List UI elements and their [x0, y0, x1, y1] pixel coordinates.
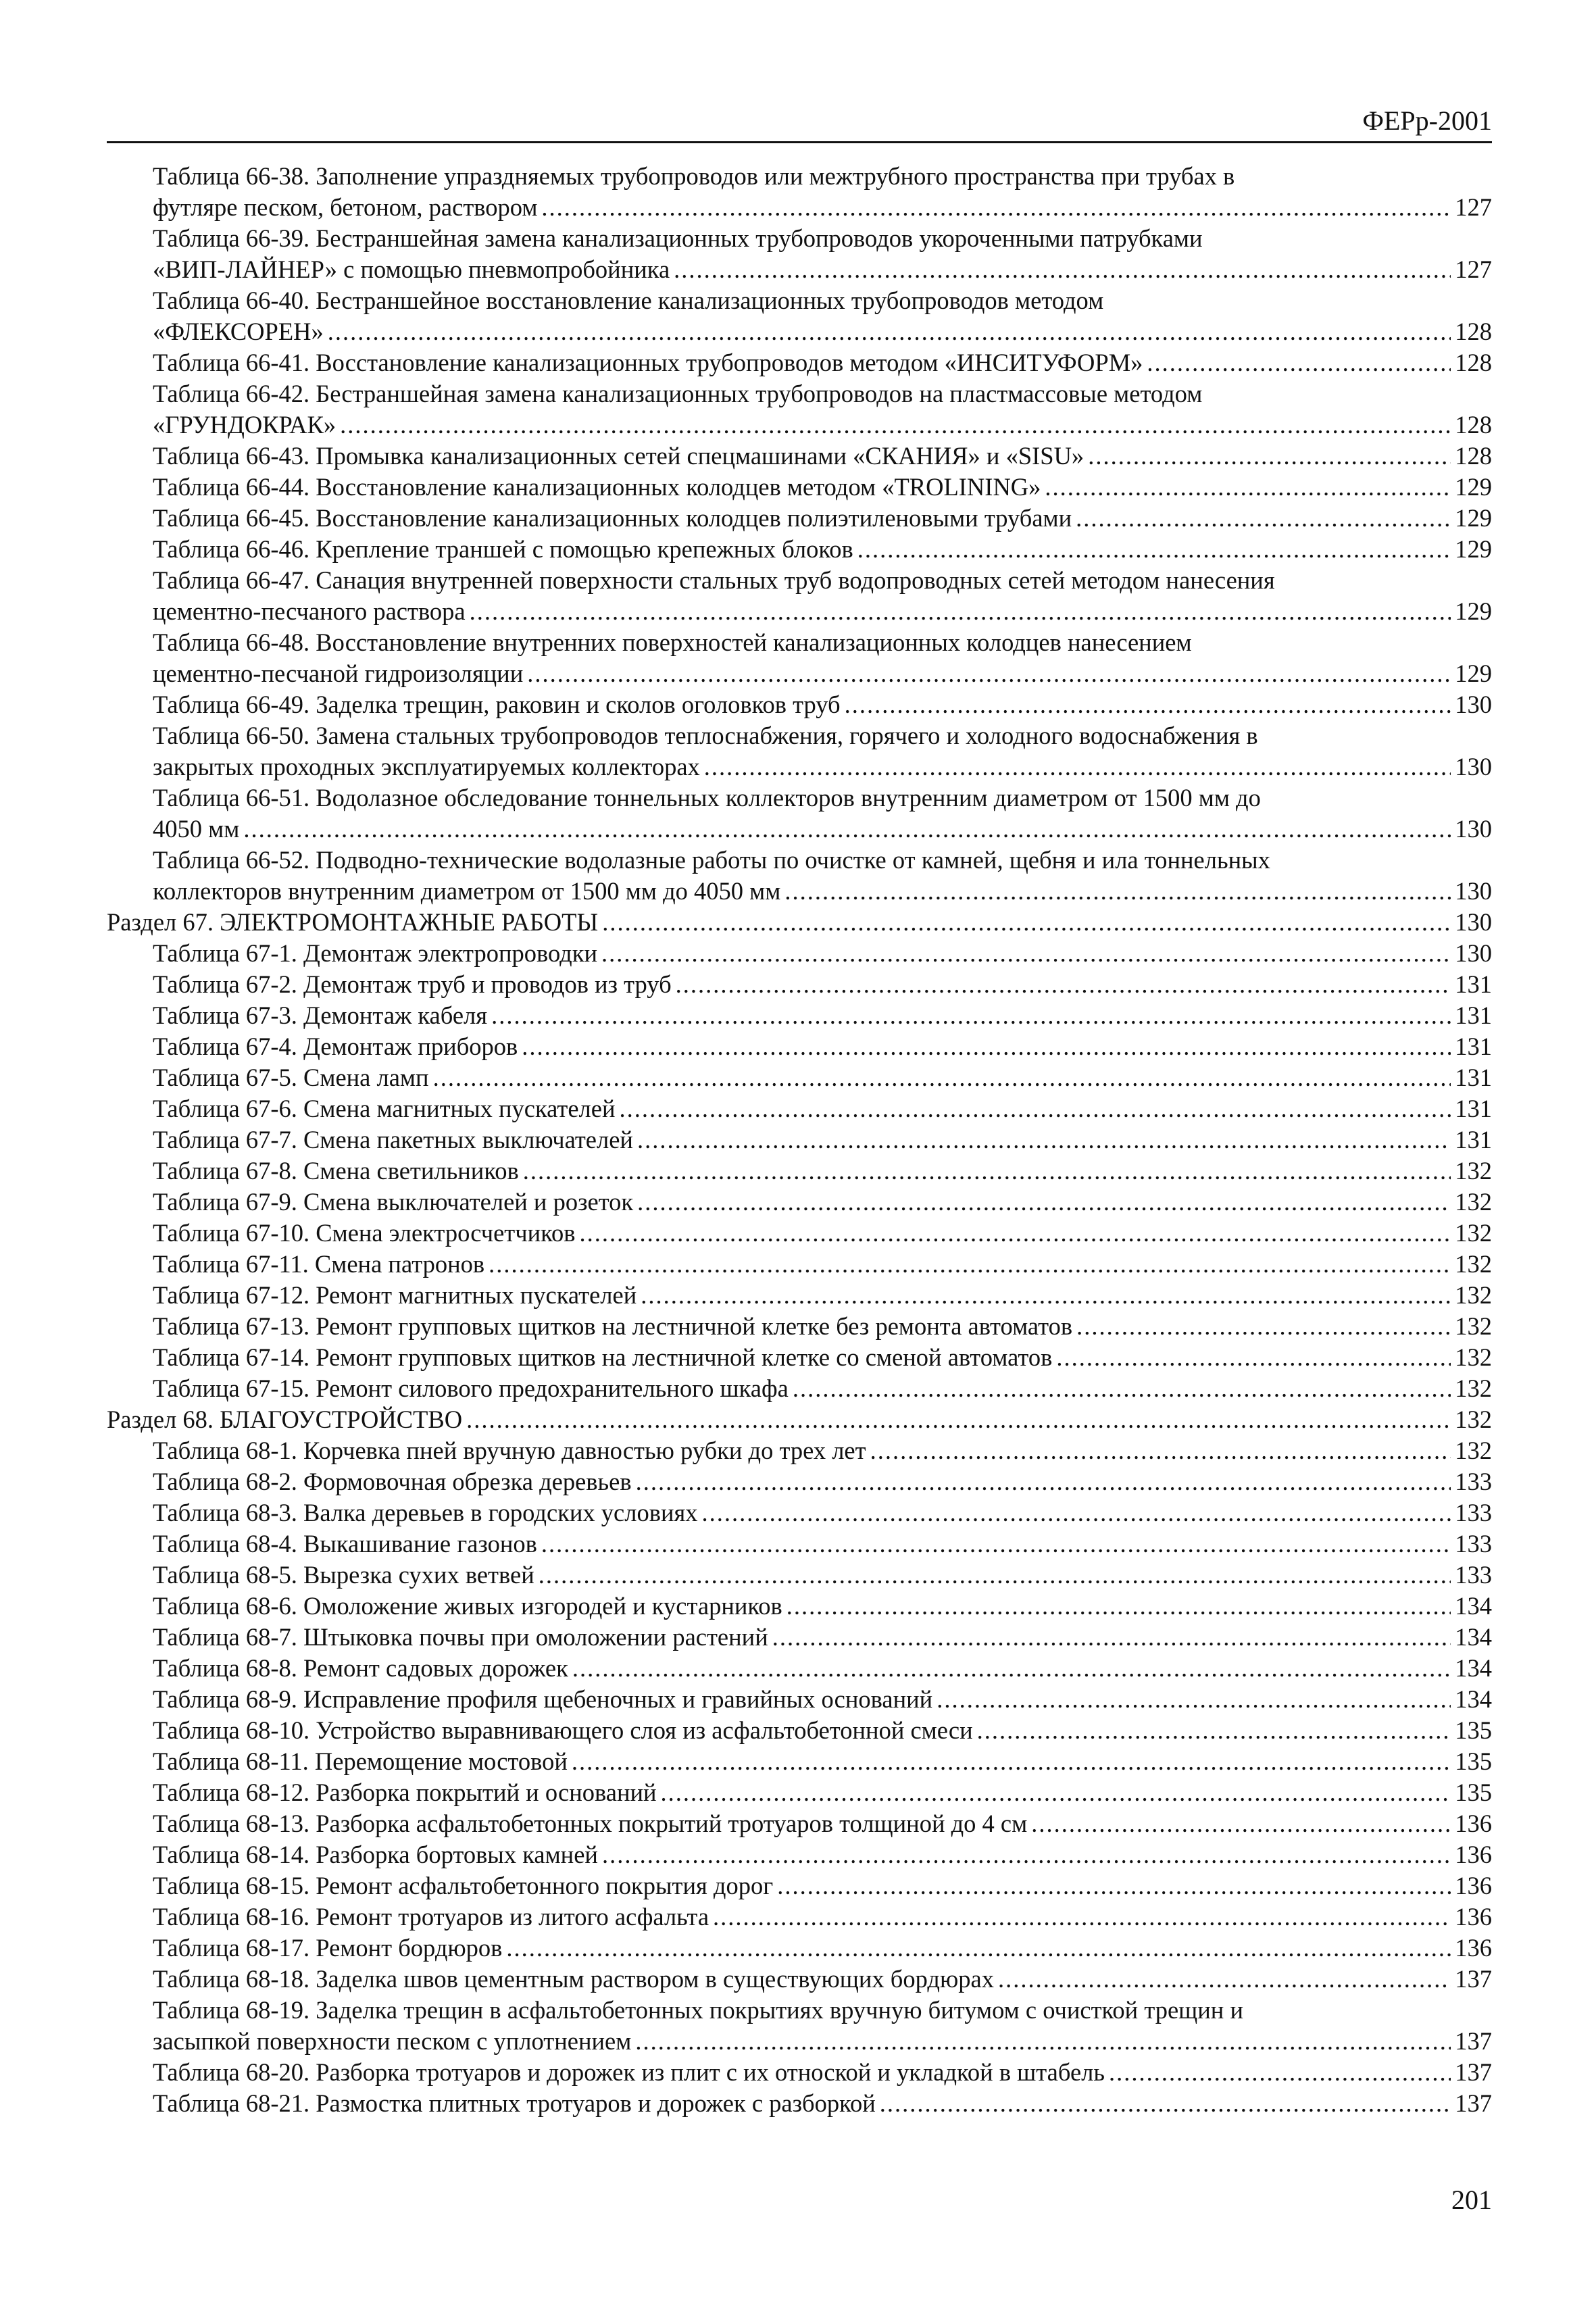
toc-table-entry[interactable]	[107, 503, 1492, 534]
toc-entry-last-line	[153, 969, 1492, 1000]
toc-entry-title: Таблица 67-2. Демонтаж труб и проводов из труб	[153, 970, 672, 998]
toc-entry-last-line	[153, 2026, 1492, 2057]
toc-table-entry[interactable]	[107, 1342, 1492, 1373]
toc-page-number: 134	[1455, 1592, 1492, 1620]
toc-page-number: 134	[1455, 1685, 1492, 1713]
toc-entry-title: Таблица 67-14. Ремонт групповых щитков на лестничной клетке со сменой автоматов	[153, 1343, 1053, 1371]
toc-page-number: 136	[1455, 1872, 1492, 1899]
toc-entry-title: Таблица 67-5. Смена ламп	[153, 1064, 429, 1091]
dot-leader	[1031, 1808, 1451, 1839]
toc-entry-title: Таблица 68-13. Разборка асфальтобетонных покрытий тротуаров толщиной до 4 см	[153, 1810, 1028, 1837]
toc-page-number: 129	[1455, 597, 1492, 625]
toc-table-entry[interactable]	[107, 1124, 1492, 1155]
dot-leader	[702, 1497, 1451, 1528]
toc-section-entry[interactable]	[107, 907, 1492, 938]
toc-entry-title: Таблица 68-9. Исправление профиля щебеночных и гравийных оснований	[153, 1685, 933, 1713]
toc-table-entry[interactable]	[107, 689, 1492, 720]
toc-entry-title-line: Таблица 66-42. Бестраншейная замена канализационных трубопроводов на пластмассовые методом	[153, 380, 1203, 407]
toc-entry-last-line	[153, 1435, 1492, 1466]
toc-page-number: 132	[1455, 1188, 1492, 1216]
dot-leader	[635, 2026, 1451, 2057]
toc-entry-title: Таблица 68-8. Ремонт садовых дорожек	[153, 1654, 568, 1682]
toc-entry-last-line	[153, 1373, 1492, 1404]
toc-page-number: 135	[1455, 1747, 1492, 1775]
dot-leader	[579, 1218, 1451, 1249]
toc-page-number: 129	[1455, 473, 1492, 501]
toc-entry-last-line	[107, 907, 1492, 938]
toc-entry-last-line	[153, 1342, 1492, 1373]
toc-entry-title: Таблица 68-4. Выкашивание газонов	[153, 1530, 537, 1558]
toc-page-number: 133	[1455, 1561, 1492, 1589]
toc-table-entry[interactable]	[107, 1031, 1492, 1062]
toc-entry-title: Таблица 67-15. Ремонт силового предохранительного шкафа	[153, 1374, 789, 1402]
toc-entry-last-line	[153, 1249, 1492, 1280]
toc-entry-title: Таблица 68-17. Ремонт бордюров	[153, 1934, 503, 1962]
toc-page-number: 129	[1455, 659, 1492, 687]
toc-entry-last-line	[153, 1684, 1492, 1715]
toc-entry-title-line: Таблица 66-47. Санация внутренней поверхности стальных труб водопроводных сетей методом нанесения	[153, 566, 1275, 594]
toc-entry-title-line: Таблица 66-52. Подводно-технические водолазные работы по очистке от камней, щебня и ила тоннельных	[153, 846, 1270, 874]
toc-page-number: 132	[1455, 1374, 1492, 1402]
toc-entry-last-line	[153, 1746, 1492, 1777]
toc-table-entry[interactable]	[107, 845, 1492, 907]
toc-page-number: 131	[1455, 1001, 1492, 1029]
toc-entry-last-line	[153, 1715, 1492, 1746]
toc-entry-title: Таблица 68-11. Перемощение мостовой	[153, 1747, 568, 1775]
dot-leader	[977, 1715, 1451, 1746]
toc-page-number: 132	[1455, 1250, 1492, 1278]
toc-page-number: 133	[1455, 1530, 1492, 1558]
toc-entry-title: Таблица 67-11. Смена патронов	[153, 1250, 485, 1278]
toc-entry-title: Таблица 67-3. Демонтаж кабеля	[153, 1001, 488, 1029]
toc-entry-title: закрытых проходных эксплуатируемых коллекторах	[153, 753, 700, 780]
toc-table-entry[interactable]	[107, 1622, 1492, 1653]
dot-leader	[637, 1187, 1451, 1218]
toc-entry-title: Таблица 68-15. Ремонт асфальтобетонного покрытия дорог	[153, 1872, 774, 1899]
toc-page-number: 132	[1455, 1281, 1492, 1309]
toc-table-entry[interactable]	[107, 1560, 1492, 1591]
toc-table-entry[interactable]	[107, 161, 1492, 223]
toc-table-entry[interactable]	[107, 1528, 1492, 1560]
toc-page-number: 130	[1455, 815, 1492, 843]
toc-entry-title: Таблица 68-1. Корчевка пней вручную давностью рубки до трех лет	[153, 1437, 866, 1464]
toc-entry-title-line: Таблица 66-51. Водолазное обследование тоннельных коллекторов внутренним диаметром от 1500 мм до	[153, 784, 1261, 812]
dot-leader	[541, 1528, 1451, 1560]
dot-leader	[466, 1404, 1451, 1435]
dot-leader	[506, 1933, 1451, 1964]
toc-page-number: 132	[1455, 1219, 1492, 1247]
toc-entry-title: цементно-песчаной гидроизоляции	[153, 659, 524, 687]
toc-entry-title: Таблица 68-2. Формовочная обрезка деревьев	[153, 1468, 632, 1495]
dot-leader	[674, 254, 1451, 285]
toc-entry-title: Таблица 68-7. Штыковка почвы при омоложении растений	[153, 1623, 768, 1651]
dot-leader	[470, 596, 1451, 627]
toc-table-entry[interactable]	[107, 782, 1492, 845]
toc-table-entry[interactable]	[107, 1684, 1492, 1715]
toc-entry-last-line	[153, 596, 1492, 627]
toc-entry-last-line	[153, 1311, 1492, 1342]
dot-leader	[870, 1435, 1451, 1466]
toc-entry-title: Раздел 67. ЭЛЕКТРОМОНТАЖНЫЕ РАБОТЫ	[107, 908, 599, 936]
toc-entry-title: «ГРУНДОКРАК»	[153, 411, 336, 439]
toc-table-entry[interactable]	[107, 347, 1492, 378]
toc-entry-last-line	[153, 254, 1492, 285]
toc-table-entry[interactable]	[107, 1995, 1492, 2057]
toc-entry-last-line	[153, 2057, 1492, 2088]
dot-leader	[243, 814, 1451, 845]
toc-table-entry[interactable]	[107, 2057, 1492, 2088]
dot-leader	[541, 192, 1451, 223]
toc-table-entry[interactable]	[107, 720, 1492, 782]
toc-page-number: 135	[1455, 1716, 1492, 1744]
toc-entry-title: Таблица 68-20. Разборка тротуаров и дорожек из плит с их отноской и укладкой в штабель	[153, 2058, 1105, 2086]
dot-leader	[641, 1280, 1451, 1311]
toc-entry-title: Таблица 68-14. Разборка бортовых камней	[153, 1841, 598, 1868]
toc-entry-last-line	[153, 1964, 1492, 1995]
toc-entry-last-line	[107, 1404, 1492, 1435]
dot-leader	[787, 1591, 1451, 1622]
dot-leader	[602, 907, 1451, 938]
toc-entry-title: Таблица 68-3. Валка деревьев в городских условиях	[153, 1499, 698, 1526]
toc-table-entry[interactable]	[107, 1062, 1492, 1093]
dot-leader	[713, 1901, 1451, 1933]
toc-entry-title: Таблица 68-18. Заделка швов цементным раствором в существующих бордюрах	[153, 1965, 994, 1993]
dot-leader	[1045, 472, 1451, 503]
toc-entry-title-line: Таблица 66-50. Замена стальных трубопроводов теплоснабжения, горячего и холодного водоснабжения в	[153, 722, 1258, 749]
toc-table-entry[interactable]	[107, 1964, 1492, 1995]
toc-entry-last-line	[153, 1591, 1492, 1622]
toc-page-number: 131	[1455, 1032, 1492, 1060]
toc-entry-last-line	[153, 1062, 1492, 1093]
toc-entry-title: Таблица 68-10. Устройство выравнивающего слоя из асфальтобетонной смеси	[153, 1716, 973, 1744]
toc-table-entry[interactable]	[107, 1311, 1492, 1342]
dot-leader	[572, 1746, 1451, 1777]
dot-leader	[572, 1653, 1451, 1684]
toc-entry-last-line	[153, 534, 1492, 565]
toc-table-entry[interactable]	[107, 1249, 1492, 1280]
toc-table-entry[interactable]	[107, 1591, 1492, 1622]
dot-leader	[539, 1560, 1451, 1591]
toc-entry-title: «ФЛЕКСОРЕН»	[153, 318, 324, 345]
toc-entry-title: Таблица 67-12. Ремонт магнитных пускателей	[153, 1281, 637, 1309]
toc-entry-last-line	[153, 1901, 1492, 1933]
toc-entry-last-line	[153, 409, 1492, 441]
toc-entry-title: Таблица 67-1. Демонтаж электропроводки	[153, 939, 597, 967]
toc-table-entry[interactable]	[107, 1497, 1492, 1528]
dot-leader	[857, 534, 1451, 565]
toc-table-entry[interactable]	[107, 472, 1492, 503]
dot-leader	[602, 1839, 1451, 1870]
toc-entry-last-line	[153, 751, 1492, 782]
dot-leader	[522, 1031, 1451, 1062]
toc-entry-title: Таблица 66-41. Восстановление канализационных трубопроводов методом «ИНСИТУФОРМ»	[153, 349, 1143, 376]
toc-page-number: 130	[1455, 939, 1492, 967]
toc-entry-title: Таблица 66-43. Промывка канализационных сетей спецмашинами «СКАНИЯ» и «SISU»	[153, 442, 1084, 470]
toc-table-entry[interactable]	[107, 1839, 1492, 1870]
toc-table-entry[interactable]	[107, 1373, 1492, 1404]
toc-entry-title: Таблица 68-12. Разборка покрытий и оснований	[153, 1778, 657, 1806]
toc-entry-last-line	[153, 1466, 1492, 1497]
toc-table-entry[interactable]	[107, 1093, 1492, 1124]
toc-page-number: 135	[1455, 1778, 1492, 1806]
toc-page-number: 132	[1455, 1437, 1492, 1464]
toc-table-entry[interactable]	[107, 1000, 1492, 1031]
dot-leader	[1088, 441, 1451, 472]
toc-page-number: 133	[1455, 1468, 1492, 1495]
toc-entry-title-line: Таблица 68-19. Заделка трещин в асфальтобетонных покрытиях вручную битумом с очисткой трещин и	[153, 1996, 1244, 2024]
toc-table-entry[interactable]	[107, 378, 1492, 441]
toc-entry-title: Таблица 67-8. Смена светильников	[153, 1157, 519, 1185]
toc-entry-last-line	[153, 347, 1492, 378]
dot-leader	[523, 1155, 1451, 1187]
toc-section-entry[interactable]	[107, 1404, 1492, 1435]
toc-entry-last-line	[153, 876, 1492, 907]
toc-table-entry[interactable]	[107, 1746, 1492, 1777]
toc-entry-last-line	[153, 689, 1492, 720]
toc-entry-title: цементно-песчаного раствора	[153, 597, 466, 625]
toc-page-number: 132	[1455, 1343, 1492, 1371]
toc-table-entry[interactable]	[107, 969, 1492, 1000]
toc-page-number: 129	[1455, 535, 1492, 563]
dot-leader	[620, 1093, 1451, 1124]
toc-entry-title-line: Таблица 66-38. Заполнение упраздняемых трубопроводов или межтрубного пространства при трубах в	[153, 162, 1235, 190]
toc-entry-last-line	[153, 1497, 1492, 1528]
dot-leader	[340, 409, 1451, 441]
toc-page-number: 131	[1455, 970, 1492, 998]
toc-entry-title-line: Таблица 66-48. Восстановление внутренних поверхностей канализационных колодцев нанесением	[153, 628, 1192, 656]
toc-entry-last-line	[153, 192, 1492, 223]
toc-entry-title: Таблица 67-6. Смена магнитных пускателей	[153, 1095, 616, 1122]
toc-page-number: 131	[1455, 1095, 1492, 1122]
toc-table-entry[interactable]	[107, 1187, 1492, 1218]
toc-entry-last-line	[153, 1218, 1492, 1249]
dot-leader	[1076, 503, 1451, 534]
dot-leader	[661, 1777, 1451, 1808]
dot-leader	[1056, 1342, 1451, 1373]
toc-entry-last-line	[153, 1653, 1492, 1684]
toc-entry-last-line	[153, 1560, 1492, 1591]
toc-entry-title: Таблица 66-45. Восстановление канализационных колодцев полиэтиленовыми трубами	[153, 504, 1072, 532]
toc-table-entry[interactable]	[107, 565, 1492, 627]
toc-page-number: 133	[1455, 1499, 1492, 1526]
dot-leader	[777, 1870, 1451, 1901]
toc-entry-last-line	[153, 441, 1492, 472]
toc-entry-title: Таблица 67-10. Смена электросчетчиков	[153, 1219, 576, 1247]
toc-page-number: 128	[1455, 318, 1492, 345]
toc-page-number: 132	[1455, 1405, 1492, 1433]
dot-leader	[937, 1684, 1451, 1715]
toc-page-number: 130	[1455, 691, 1492, 718]
toc-page-number: 130	[1455, 753, 1492, 780]
dot-leader	[491, 1000, 1451, 1031]
toc-entry-title: Раздел 68. БЛАГОУСТРОЙСТВО	[107, 1405, 463, 1433]
dot-leader	[636, 1466, 1451, 1497]
toc-page-number: 128	[1455, 411, 1492, 439]
toc-page-number: 134	[1455, 1654, 1492, 1682]
toc-table-entry[interactable]	[107, 1218, 1492, 1249]
toc-entry-last-line	[153, 1093, 1492, 1124]
dot-leader	[704, 751, 1451, 782]
toc-page-number: 128	[1455, 349, 1492, 376]
toc-entry-last-line	[153, 1808, 1492, 1839]
dot-leader	[489, 1249, 1451, 1280]
toc-table-entry[interactable]	[107, 1155, 1492, 1187]
toc-entry-title: «ВИП-ЛАЙНЕР» с помощью пневмопробойника	[153, 255, 670, 283]
toc-entry-title: Таблица 66-49. Заделка трещин, раковин и сколов оголовков труб	[153, 691, 841, 718]
toc-entry-last-line	[153, 938, 1492, 969]
toc-table-entry[interactable]	[107, 627, 1492, 689]
running-header	[107, 101, 1492, 143]
toc-entry-last-line	[153, 503, 1492, 534]
toc-entry-last-line	[153, 1777, 1492, 1808]
dot-leader	[1076, 1311, 1451, 1342]
toc-table-entry[interactable]	[107, 285, 1492, 347]
toc-table-entry[interactable]	[107, 1280, 1492, 1311]
toc-page-number: 137	[1455, 1965, 1492, 1993]
toc-entry-title: Таблица 68-5. Вырезка сухих ветвей	[153, 1561, 534, 1589]
toc-entry-last-line	[153, 1933, 1492, 1964]
toc-table-entry[interactable]	[107, 1653, 1492, 1684]
toc-entry-title: футляре песком, бетоном, раствором	[153, 193, 538, 221]
document-code: ФЕРр-2001	[1362, 105, 1492, 136]
toc-entry-last-line	[153, 1187, 1492, 1218]
toc-page-number: 136	[1455, 1934, 1492, 1962]
toc-entry-last-line	[153, 1124, 1492, 1155]
dot-leader	[527, 658, 1451, 689]
dot-leader	[676, 969, 1451, 1000]
dot-leader	[845, 689, 1451, 720]
toc-table-entry[interactable]	[107, 1777, 1492, 1808]
dot-leader	[1109, 2057, 1451, 2088]
toc-page-number: 131	[1455, 1064, 1492, 1091]
page-number: 201	[1451, 2185, 1492, 2215]
toc-page-number: 131	[1455, 1126, 1492, 1153]
toc-page-number: 136	[1455, 1903, 1492, 1931]
toc-table-entry[interactable]	[107, 1901, 1492, 1933]
toc-entry-title: Таблица 67-9. Смена выключателей и розеток	[153, 1188, 634, 1216]
toc-page-number: 136	[1455, 1841, 1492, 1868]
toc-page-number: 129	[1455, 504, 1492, 532]
toc-table-entry[interactable]	[107, 1435, 1492, 1466]
toc-entry-title: Таблица 67-4. Демонтаж приборов	[153, 1032, 518, 1060]
toc-page-number: 134	[1455, 1623, 1492, 1651]
toc-table-entry[interactable]	[107, 223, 1492, 285]
toc-page-number: 130	[1455, 908, 1492, 936]
toc-page-number: 137	[1455, 2058, 1492, 2086]
toc-table-entry[interactable]	[107, 938, 1492, 969]
toc-table-entry[interactable]	[107, 2088, 1492, 2119]
toc-entry-title: коллекторов внутренним диаметром от 1500 мм до 4050 мм	[153, 877, 781, 905]
toc-entry-title-line: Таблица 66-40. Бестраншейное восстановление канализационных трубопроводов методом	[153, 287, 1104, 314]
dot-leader	[328, 316, 1451, 347]
dot-leader	[433, 1062, 1451, 1093]
toc-entry-title: 4050 мм	[153, 815, 240, 843]
toc-entry-last-line	[153, 814, 1492, 845]
toc-page-number: 136	[1455, 1810, 1492, 1837]
toc-page-number: 128	[1455, 442, 1492, 470]
toc-entry-last-line	[153, 658, 1492, 689]
dot-leader	[880, 2088, 1451, 2119]
toc-page-number: 132	[1455, 1157, 1492, 1185]
toc-table-entry[interactable]	[107, 534, 1492, 565]
toc-entry-last-line	[153, 2088, 1492, 2119]
toc-table-entry[interactable]	[107, 1715, 1492, 1746]
toc-entry-last-line	[153, 1528, 1492, 1560]
toc-entry-last-line	[153, 1280, 1492, 1311]
toc-table-entry[interactable]	[107, 1933, 1492, 1964]
toc-page-number: 127	[1455, 193, 1492, 221]
toc-page-number: 127	[1455, 255, 1492, 283]
toc-table-entry[interactable]	[107, 441, 1492, 472]
dot-leader	[637, 1124, 1451, 1155]
toc-table-entry[interactable]	[107, 1870, 1492, 1901]
toc-entry-last-line	[153, 1839, 1492, 1870]
toc-entry-title: Таблица 68-6. Омоложение живых изгородей и кустарников	[153, 1592, 782, 1620]
toc-entry-title: Таблица 68-21. Размостка плитных тротуаров и дорожек с разборкой	[153, 2089, 876, 2117]
toc-entry-last-line	[153, 1000, 1492, 1031]
toc-page-number: 137	[1455, 2027, 1492, 2055]
dot-leader	[601, 938, 1451, 969]
toc-entry-title: засыпкой поверхности песком с уплотнением	[153, 2027, 632, 2055]
toc-table-entry[interactable]	[107, 1808, 1492, 1839]
toc-entry-title-line: Таблица 66-39. Бестраншейная замена канализационных трубопроводов укороченными патрубками	[153, 224, 1203, 252]
dot-leader	[793, 1373, 1451, 1404]
toc-page-number: 132	[1455, 1312, 1492, 1340]
toc-page-number: 137	[1455, 2089, 1492, 2117]
dot-leader	[1147, 347, 1451, 378]
toc-entry-last-line	[153, 1031, 1492, 1062]
dot-leader	[998, 1964, 1451, 1995]
toc-entry-last-line	[153, 472, 1492, 503]
toc-entry-title: Таблица 66-44. Восстановление канализационных колодцев методом «TROLINING»	[153, 473, 1041, 501]
toc-entry-last-line	[153, 1870, 1492, 1901]
dot-leader	[772, 1622, 1451, 1653]
toc-entry-title: Таблица 68-16. Ремонт тротуаров из литого асфальта	[153, 1903, 709, 1931]
toc-entry-last-line	[153, 316, 1492, 347]
toc-table-entry[interactable]	[107, 1466, 1492, 1497]
table-of-contents	[107, 161, 1492, 2119]
toc-entry-title: Таблица 67-13. Ремонт групповых щитков на лестничной клетке без ремонта автоматов	[153, 1312, 1073, 1340]
toc-entry-title: Таблица 66-46. Крепление траншей с помощью крепежных блоков	[153, 535, 853, 563]
toc-entry-last-line	[153, 1622, 1492, 1653]
toc-entry-last-line	[153, 1155, 1492, 1187]
toc-page-number: 130	[1455, 877, 1492, 905]
toc-entry-title: Таблица 67-7. Смена пакетных выключателей	[153, 1126, 633, 1153]
dot-leader	[784, 876, 1451, 907]
